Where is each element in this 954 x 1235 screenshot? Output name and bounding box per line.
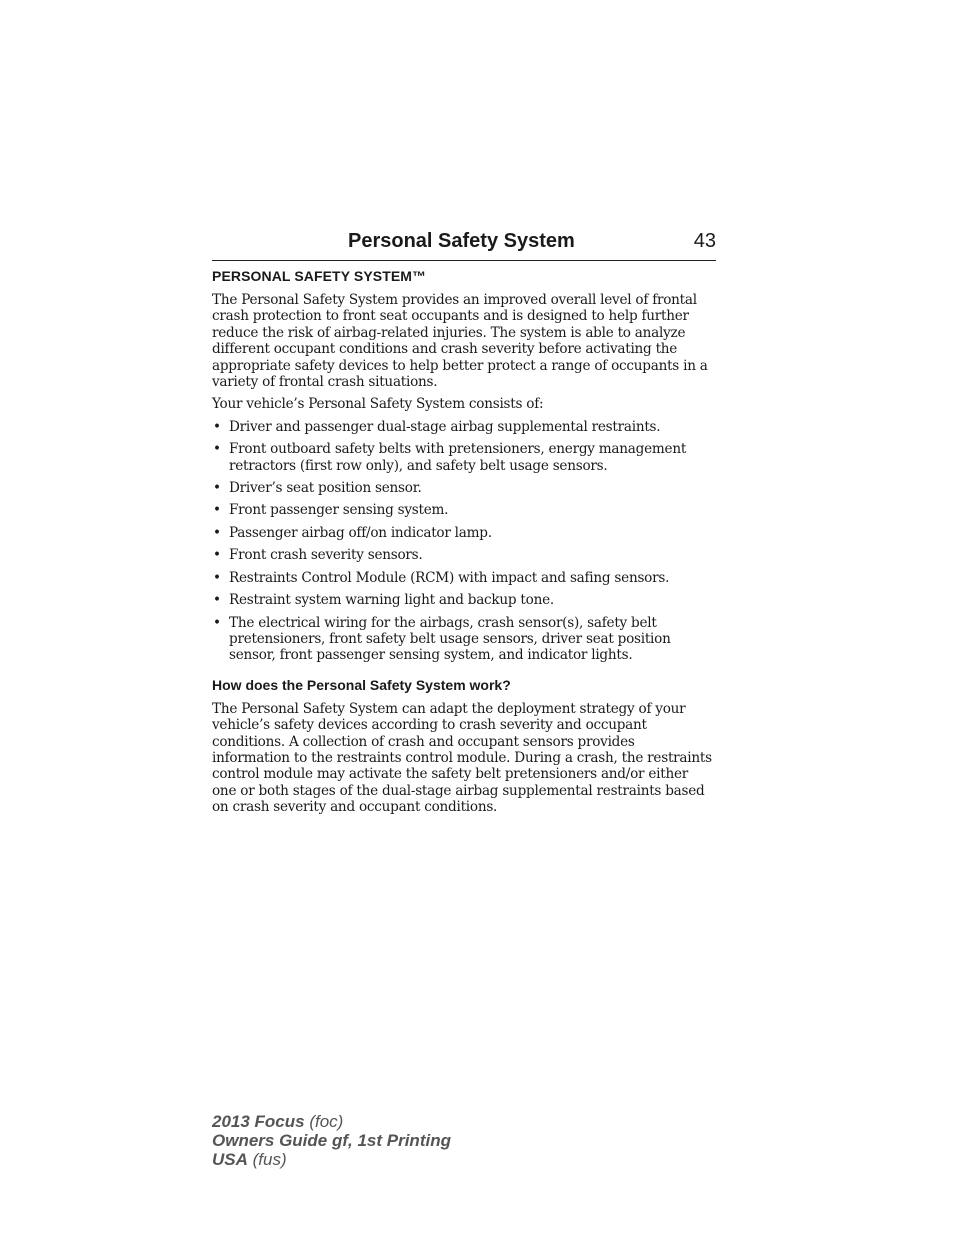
bullet-icon: • bbox=[213, 614, 221, 631]
list-item bbox=[212, 570, 716, 586]
list-item-text: Restraints Control Module (RCM) with impact and safing sensors. bbox=[229, 569, 670, 586]
list-item-text: Front passenger sensing system. bbox=[229, 502, 449, 519]
page-header bbox=[212, 228, 716, 261]
bullet-icon: • bbox=[213, 441, 221, 458]
list-item-text: Front outboard safety belts with pretensioners, energy management retractors (first row only), and safety belt usage sensors. bbox=[229, 441, 687, 474]
list-item bbox=[212, 441, 716, 474]
consists-of-paragraph: Your vehicle’s Personal Safety System consists of: bbox=[212, 396, 544, 413]
list-item bbox=[212, 592, 716, 608]
footer-line-guide bbox=[212, 1131, 451, 1150]
subsection-paragraph: The Personal Safety System can adapt the deployment strategy of your vehicle’s safety devices according to crash severity and occupant conditions. A collection of crash and occupant sensors provides information to the restraints control module. During a crash, the restraints control module may activate the safety belt pretensioners and/or either one or both stages of the dual-stage airbag supplemental restraints based on crash severity and occupant conditions. bbox=[212, 700, 712, 816]
list-item-text: Passenger airbag off/on indicator lamp. bbox=[229, 524, 492, 541]
bullet-icon: • bbox=[213, 524, 221, 541]
footer-market-code: (fus) bbox=[247, 1150, 287, 1169]
section-heading: PERSONAL SAFETY SYSTEM™ bbox=[212, 268, 427, 284]
list-item-text: The electrical wiring for the airbags, crash sensor(s), safety belt pretensioners, front safety belt usage sensors, driver seat position sensor, front passenger sensing system, and indicator lights. bbox=[229, 614, 671, 664]
list-item bbox=[212, 547, 716, 563]
list-item-text: Front crash severity sensors. bbox=[229, 547, 423, 564]
list-item-text: Restraint system warning light and backup tone. bbox=[229, 592, 554, 609]
footer bbox=[212, 1112, 451, 1169]
footer-market: USA bbox=[212, 1150, 248, 1169]
subsection-heading: How does the Personal Safety System work? bbox=[212, 676, 511, 693]
footer-model: 2013 Focus bbox=[212, 1112, 305, 1131]
footer-model-code: (foc) bbox=[304, 1112, 344, 1131]
bullet-icon: • bbox=[213, 592, 221, 609]
footer-line-market bbox=[212, 1150, 451, 1169]
list-item bbox=[212, 615, 716, 664]
bullet-icon: • bbox=[213, 502, 221, 519]
list-item-text: Driver’s seat position sensor. bbox=[229, 480, 422, 497]
bullet-icon: • bbox=[213, 418, 221, 435]
list-item bbox=[212, 419, 716, 435]
page-number: 43 bbox=[693, 230, 716, 252]
list-item-text: Driver and passenger dual-stage airbag supplemental restraints. bbox=[229, 418, 661, 435]
list-item bbox=[212, 502, 716, 518]
bullet-icon: • bbox=[213, 547, 221, 564]
component-list bbox=[212, 419, 716, 664]
list-item bbox=[212, 525, 716, 541]
bullet-icon: • bbox=[213, 569, 221, 586]
list-item bbox=[212, 480, 716, 496]
page-content bbox=[212, 268, 716, 822]
intro-paragraph: The Personal Safety System provides an improved overall level of frontal crash protection to front seat occupants and is designed to help further reduce the risk of airbag-related injuries. The system is able to analyze different occupant conditions and crash severity before activating the appropriate safety devices to help better protect a range of occupants in a variety of frontal crash situations. bbox=[212, 292, 708, 391]
bullet-icon: • bbox=[213, 480, 221, 497]
footer-guide: Owners Guide gf, 1st Printing bbox=[212, 1131, 451, 1150]
page-title: Personal Safety System bbox=[348, 230, 575, 252]
footer-line-model bbox=[212, 1112, 451, 1131]
